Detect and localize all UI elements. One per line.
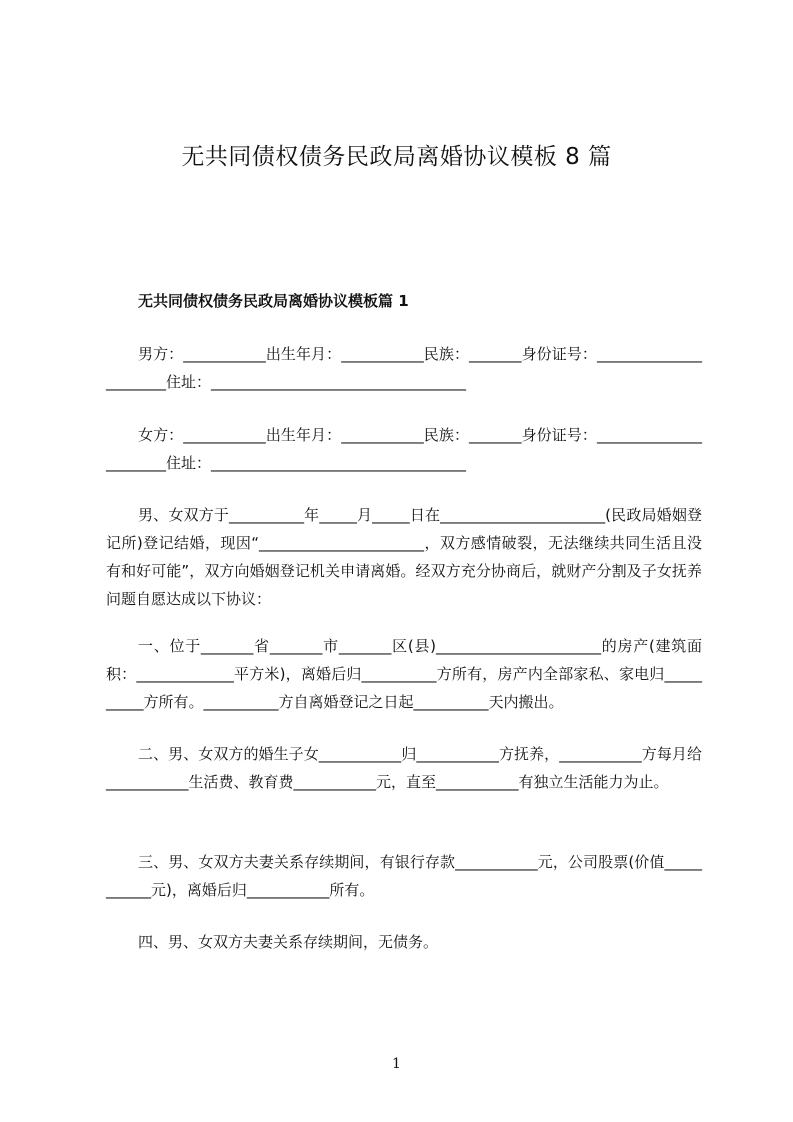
paragraph-marriage-registration: 男、女双方于__________年_____月_____日在______________________(民政局婚姻登记所)登记结婚，现因“______________________，双方感情破裂，无法继续共同生活且没有和好可能”，双方向婚姻登记机关申请离婚。经双方充分协商后，就财产分割及子女抚养问题自愿达成以下协议： — [106, 506, 702, 608]
paragraph-clause-savings: 三、男、女双方夫妻关系存续期间，有银行存款___________元，公司股票(价值___________元)，离婚后归___________所有。 — [106, 853, 702, 899]
paragraph-clause-children: 二、男、女双方的婚生子女___________归___________方抚养，___________方每月给___________生活费、教育费___________元，直至___________有独立生活能力为止。 — [106, 745, 702, 791]
section-heading: 无共同债权债务民政局离婚协议模板篇 1 — [138, 292, 409, 310]
page-number: 1 — [392, 1056, 401, 1072]
paragraph-clause-debts: 四、男、女双方夫妻关系存续期间，无债务。 — [138, 933, 439, 951]
document-title: 无共同债权债务民政局离婚协议模板 8 篇 — [181, 144, 612, 170]
paragraph-male-party-info: 男方：___________出生年月：___________民族：_______身份证号：______________________住址：__________________________________ — [106, 345, 702, 391]
paragraph-clause-property: 一、位于_______省_______市_______区(县)______________________的房产(建筑面积：_____________平方米)，离婚后归__________方所有，房产内全部家私、家电归__________方所有。__________方自离婚登记之日起__________天内搬出。 — [106, 637, 702, 711]
paragraph-female-party-info: 女方：___________出生年月：___________民族：_______身份证号：______________________住址：__________________________________ — [106, 426, 702, 472]
